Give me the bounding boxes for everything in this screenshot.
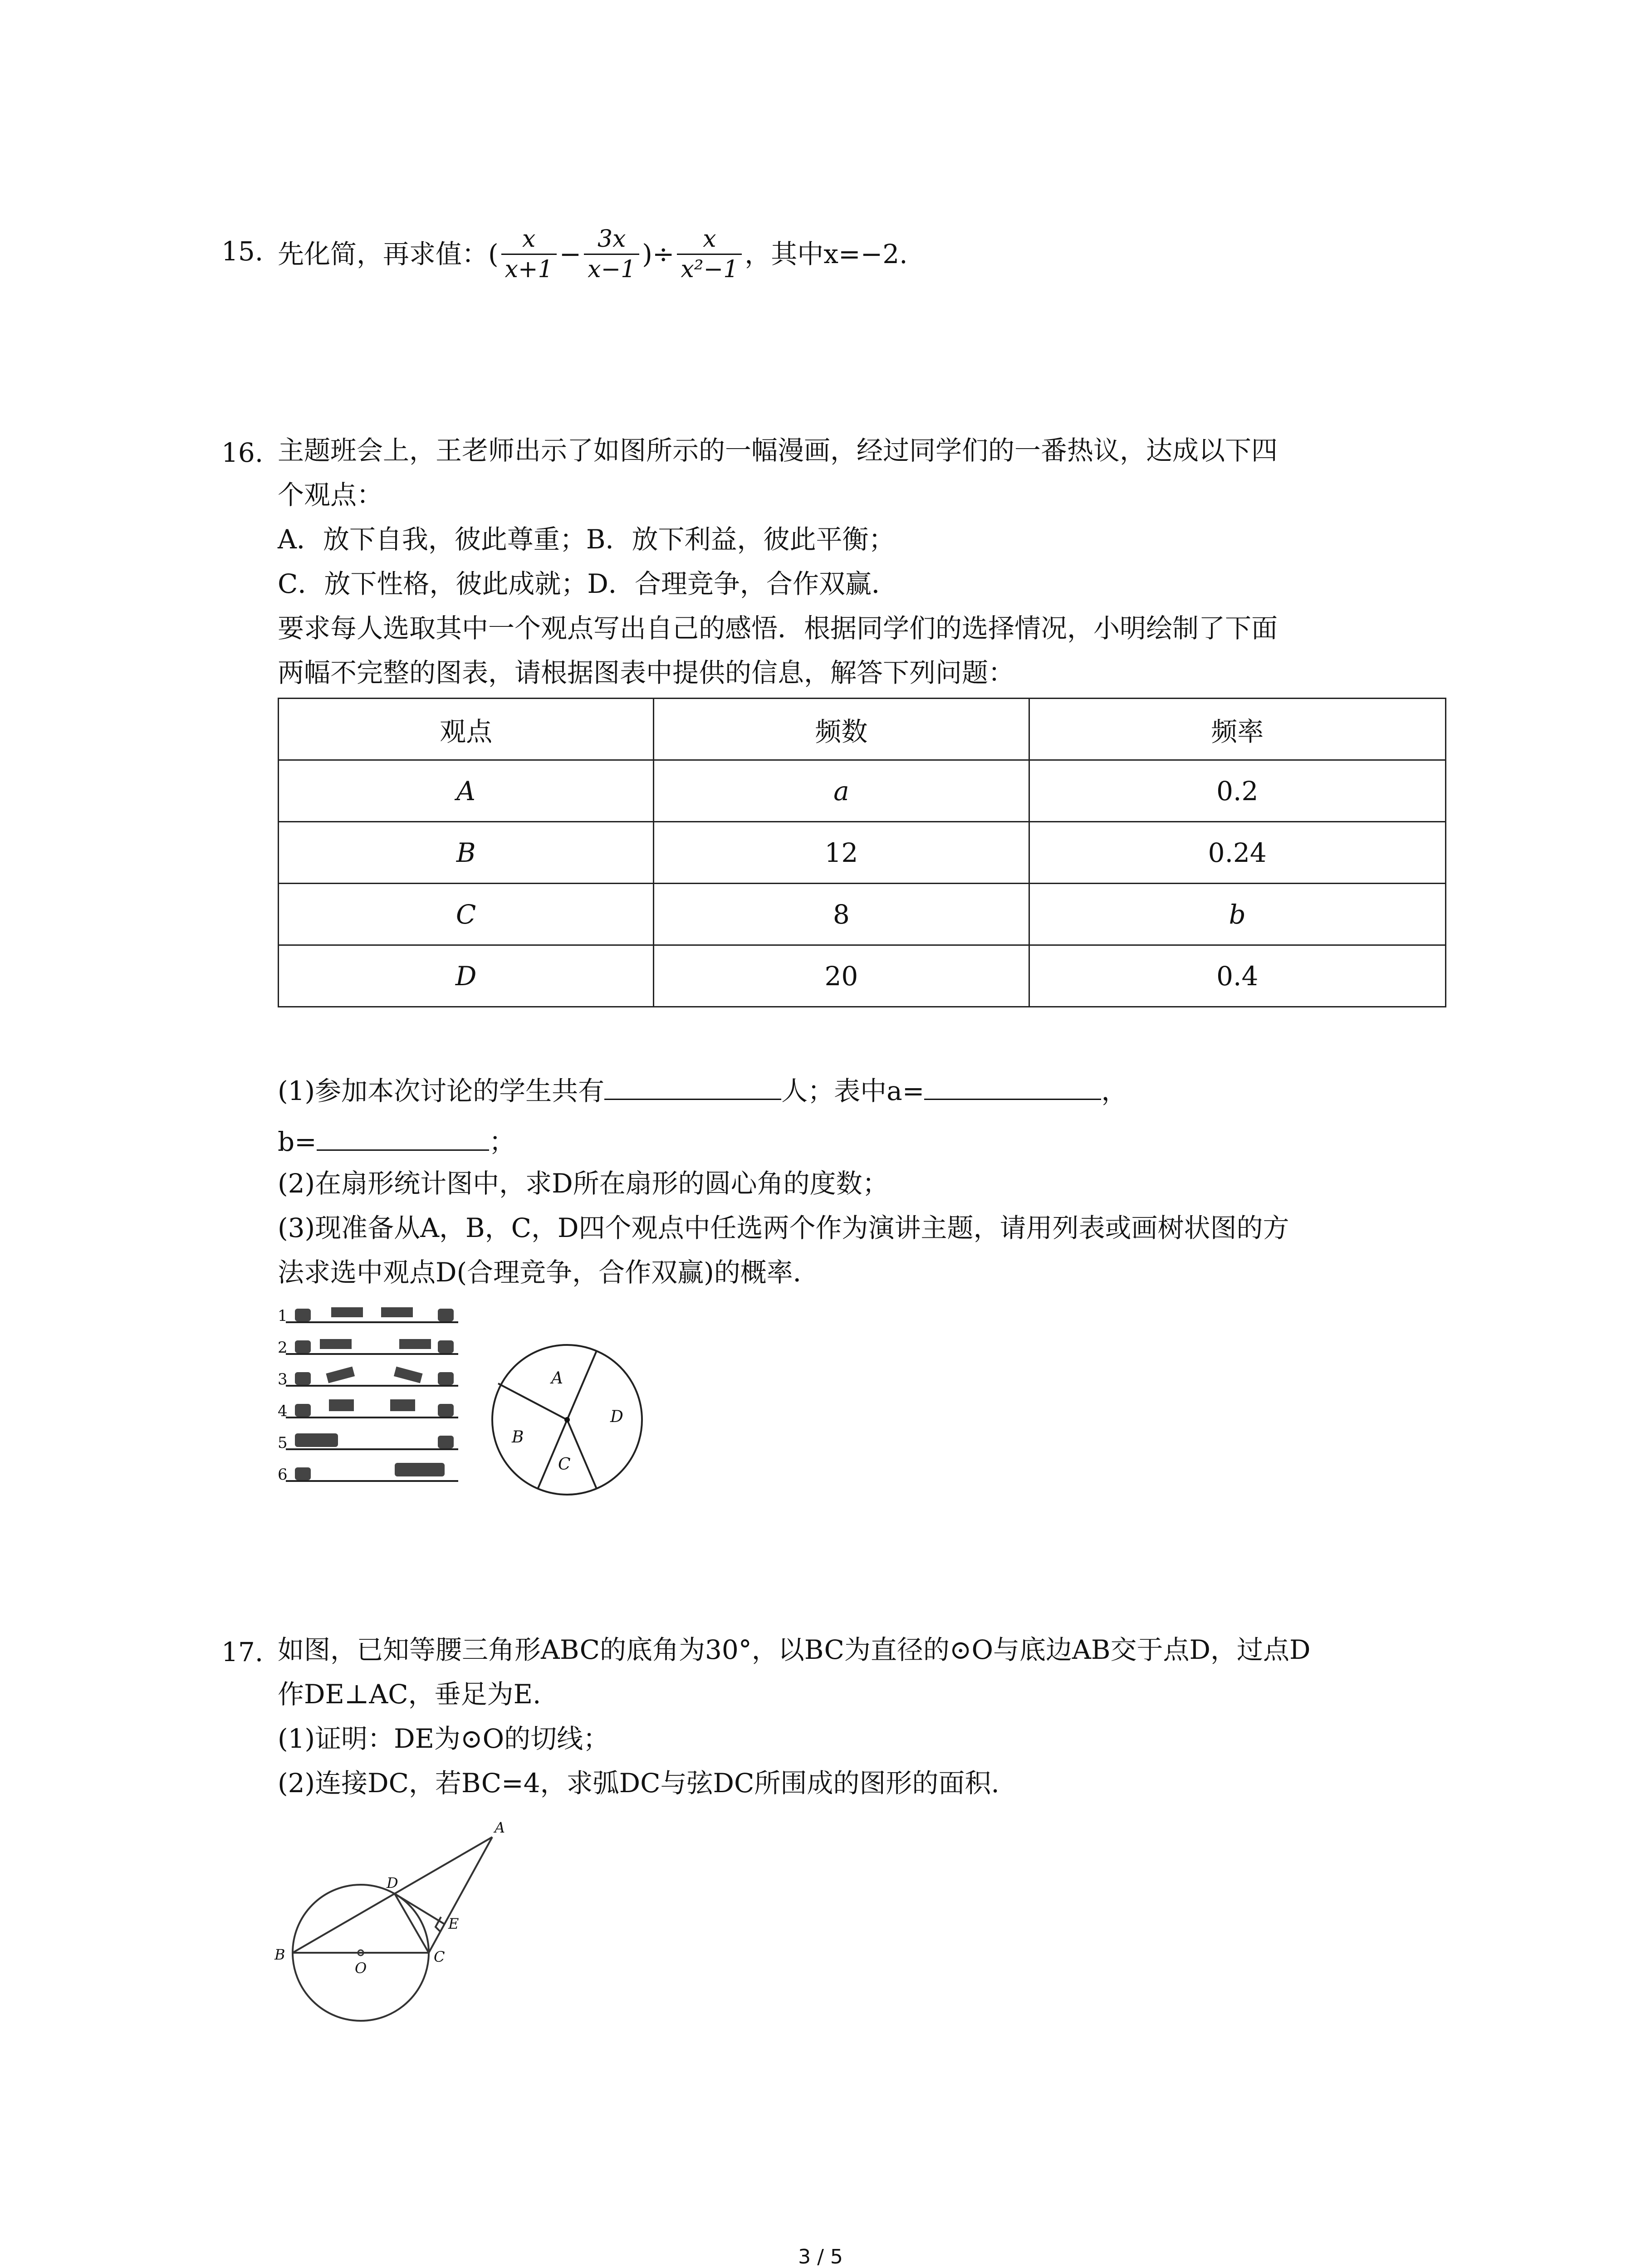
q16-part1-line2: b= ； <box>278 1126 515 1157</box>
q15-frac3: $\frac{x}{\text{x²−1}}$ <box>677 227 742 281</box>
comic-row-number: 5 <box>278 1434 288 1452</box>
label-c: C <box>434 1948 445 1965</box>
q15-frac2: $\frac{3x}{x-1}$ <box>584 227 639 281</box>
answer-blank-total[interactable] <box>604 1075 781 1100</box>
label-e: E <box>448 1915 459 1932</box>
q16-line-4: C．放下性格，彼此成就；D．合理竞争，合作双赢． <box>278 568 898 599</box>
comic-row-number: 4 <box>278 1402 288 1420</box>
label-a: A <box>495 1819 505 1836</box>
pie-label-c: C <box>558 1455 571 1474</box>
q16-part3-line1: (3)现准备从A，B，C，D四个观点中任选两个作为演讲主题，请用列表或画树状图的方 <box>278 1212 1289 1243</box>
q16-line-6: 两幅不完整的图表，请根据图表中提供的信息，解答下列问题： <box>278 657 1015 688</box>
table-header: 频率 <box>1029 699 1446 760</box>
table-cell: 0.2 <box>1029 760 1446 822</box>
label-o: O <box>355 1960 367 1977</box>
table-cell: 12 <box>654 822 1029 884</box>
comic-row-number: 2 <box>278 1339 288 1357</box>
table-cell: 0.24 <box>1029 822 1446 884</box>
q17-number: 17. <box>221 1637 264 1667</box>
q16-line-5: 要求每人选取其中一个观点写出自己的感悟．根据同学们的选择情况，小明绘制了下面 <box>278 613 1278 644</box>
table-cell: C <box>279 884 654 945</box>
table-header: 观点 <box>279 699 654 760</box>
table-cell: B <box>279 822 654 884</box>
q16-line-3: A．放下自我，彼此尊重；B．放下利益，彼此平衡； <box>278 524 895 555</box>
q15-expression: 先化简，再求值： ( $\frac{x}{x+1}$ − $\frac{3x}{x-1}$ )÷ $\frac{x}{\text{x²−1}}$ ，其中x=−2. <box>278 225 908 283</box>
q17-line-2: 作DE⊥AC，垂足为E. <box>278 1679 541 1710</box>
q16-line-1: 主题班会上，王老师出示了如图所示的一幅漫画，经过同学们的一番热议，达成以下四 <box>278 435 1278 466</box>
pie-label-b: B <box>512 1428 524 1447</box>
table-cell: b <box>1029 884 1446 945</box>
table-row <box>279 884 1446 945</box>
q16-part3-line2: 法求选中观点D(合理竞争，合作双赢)的概率． <box>278 1257 819 1288</box>
comic-row-number: 6 <box>278 1466 288 1484</box>
q17-line-1: 如图，已知等腰三角形ABC的底角为30°，以BC为直径的⊙O与底边AB交于点D，过点D <box>278 1634 1311 1665</box>
pie-label-a: A <box>551 1369 563 1388</box>
table-header-row <box>279 699 1446 760</box>
table-cell: 0.4 <box>1029 945 1446 1007</box>
q15-suffix: ，其中x=−2. <box>745 239 908 269</box>
pie-label-d: D <box>610 1408 623 1426</box>
answer-blank-a[interactable] <box>924 1075 1101 1100</box>
comic-row-number: 3 <box>278 1370 288 1388</box>
table-cell: 20 <box>654 945 1029 1007</box>
geometry-figure <box>268 1810 522 2032</box>
table-row <box>279 945 1446 1007</box>
table-cell: 8 <box>654 884 1029 945</box>
q15-prefix: 先化简，再求值： <box>278 239 489 269</box>
label-b: B <box>274 1946 285 1963</box>
answer-blank-b[interactable] <box>317 1126 489 1151</box>
q17-part1: (1)证明：DE为⊙O的切线； <box>278 1723 610 1754</box>
table-row <box>279 760 1446 822</box>
label-d: D <box>387 1874 398 1892</box>
table-cell: D <box>279 945 654 1007</box>
q16-number: 16. <box>221 437 264 468</box>
q16-part1-line1: (1)参加本次讨论的学生共有 人；表中a= ， <box>278 1075 1128 1106</box>
q16-part2: (2)在扇形统计图中，求D所在扇形的圆心角的度数； <box>278 1168 889 1199</box>
page-number: 3 / 5 <box>798 2245 843 2268</box>
comic-row-number: 1 <box>278 1307 288 1325</box>
q15-frac1: $\frac{x}{x+1}$ <box>501 227 557 281</box>
comic-donkeys <box>295 1307 454 1480</box>
table-row <box>279 822 1446 884</box>
pie-chart <box>481 1334 653 1506</box>
q15-number: 15. <box>221 236 264 267</box>
table-header: 频数 <box>654 699 1029 760</box>
frequency-table <box>278 698 1446 1007</box>
q16-line-2: 个观点： <box>278 479 383 510</box>
q17-part2: (2)连接DC，若BC=4，求弧DC与弦DC所围成的图形的面积. <box>278 1768 999 1799</box>
comic-illustration <box>277 1302 463 1501</box>
table-cell: a <box>654 760 1029 822</box>
table-cell: A <box>279 760 654 822</box>
